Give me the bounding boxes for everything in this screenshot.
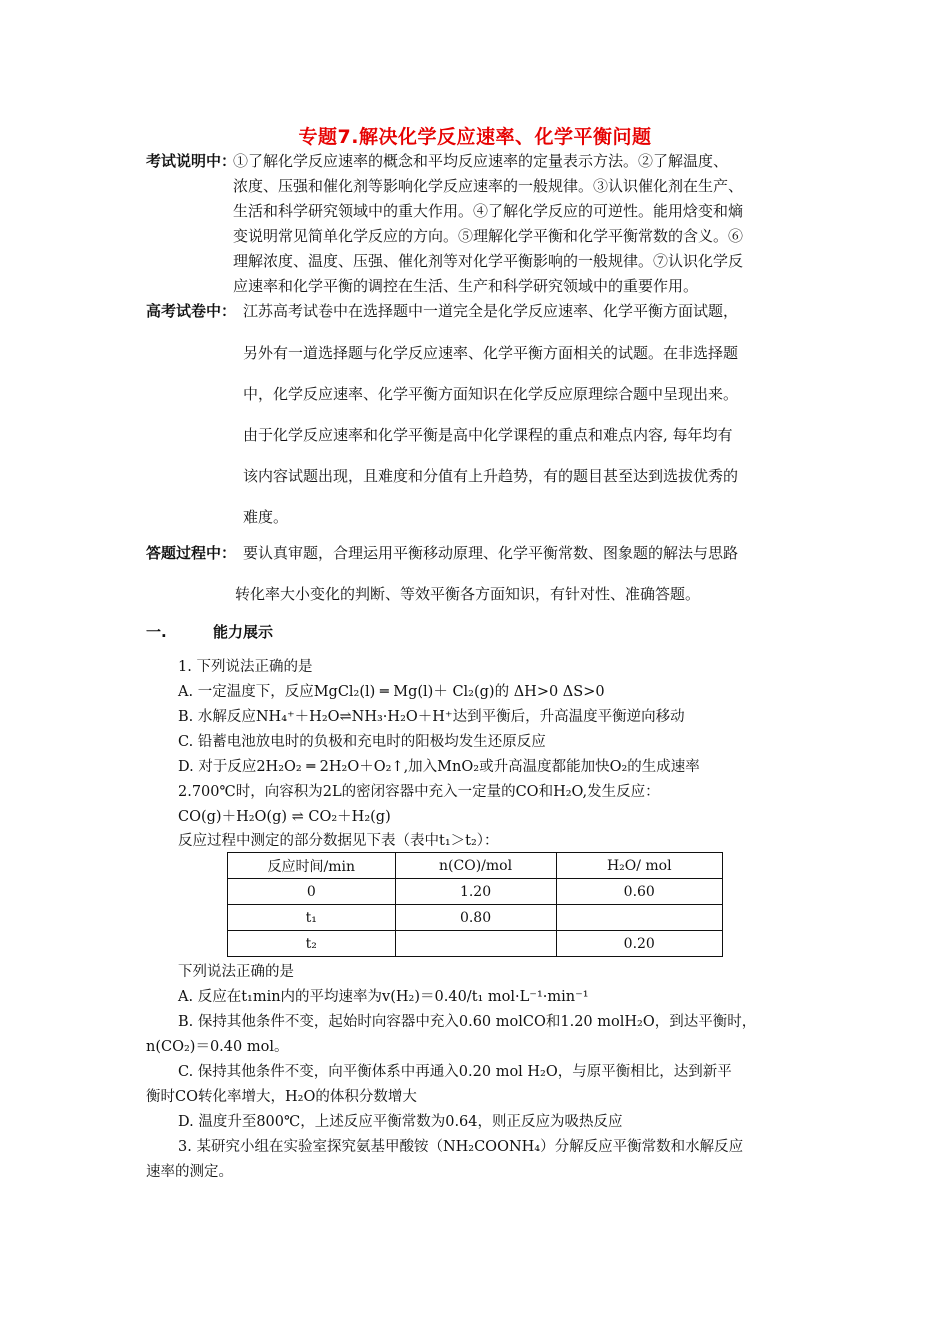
table-row — [228, 905, 723, 931]
gaokao-line: 由于化学反应速率和化学平衡是高中化学课程的重点和难点内容, 每年均有 — [243, 426, 733, 444]
q2-ask: 下列说法正确的是 — [178, 964, 294, 980]
q1-option-a: A. 一定温度下，反应MgCl₂(l) ═ Mg(l)＋ Cl₂(g)的 ΔH>0 ΔS>0 — [178, 684, 605, 700]
answer-label: 答题过程中： — [146, 544, 237, 562]
q2-option-c-cont: 衡时CO转化率增大，H₂O的体积分数增大 — [146, 1089, 417, 1105]
table-header-cell: H₂O/ mol — [556, 853, 722, 879]
table-cell: 0.80 — [395, 905, 556, 931]
table-cell: 0 — [228, 879, 396, 905]
gaokao-line: 江苏高考试卷中在选择题中一道完全是化学反应速率、化学平衡方面试题， — [243, 302, 739, 320]
gaokao-line: 中，化学反应速率、化学平衡方面知识在化学反应原理综合题中呈现出来。 — [243, 385, 739, 403]
gaokao-label: 高考试卷中： — [146, 302, 237, 320]
data-table — [227, 852, 723, 957]
table-cell: 0.20 — [556, 931, 722, 957]
gaokao-line: 该内容试题出现，且难度和分值有上升趋势，有的题目甚至达到选拔优秀的 — [243, 467, 739, 485]
exam-desc-line: 变说明常见简单化学反应的方向。⑤理解化学平衡和化学平衡常数的含义。⑥ — [233, 227, 744, 245]
answer-line: 要认真审题，合理运用平衡移动原理、化学平衡常数、图象题的解法与思路 — [243, 544, 739, 562]
exam-desc-line: 生活和科学研究领域中的重大作用。④了解化学反应的可逆性。能用焓变和熵 — [233, 202, 744, 220]
table-cell: t₂ — [228, 931, 396, 957]
q2-option-d: D. 温度升至800℃，上述反应平衡常数为0.64，则正反应为吸热反应 — [178, 1114, 623, 1130]
table-row — [228, 931, 723, 957]
q2-option-c: C. 保持其他条件不变，向平衡体系中再通入0.20 mol H₂O，与原平衡相比，达到新平 — [178, 1064, 732, 1080]
section-number: 一. — [146, 623, 167, 641]
table-cell: 0.60 — [556, 879, 722, 905]
q2-stem: 2.700℃时，向容积为2L的密闭容器中充入一定量的CO和H₂O,发生反应： — [178, 784, 660, 800]
table-header-row — [228, 853, 723, 879]
gaokao-line: 难度。 — [243, 508, 289, 526]
exam-desc-label: 考试说明中： — [146, 152, 237, 170]
q1-option-c: C. 铅蓄电池放电时的负极和充电时的阳极均发生还原反应 — [178, 734, 546, 750]
exam-desc-line: 应速率和化学平衡的调控在生活、生产和科学研究领域中的重要作用。 — [233, 277, 699, 295]
exam-desc-line: 理解浓度、温度、压强、催化剂等对化学平衡影响的一般规律。⑦认识化学反 — [233, 252, 744, 270]
exam-desc-line: ①了解化学反应速率的概念和平均反应速率的定量表示方法。②了解温度、 — [233, 152, 729, 170]
page-title: 专题7.解决化学反应速率、化学平衡问题 — [298, 126, 652, 148]
gaokao-line: 另外有一道选择题与化学反应速率、化学平衡方面相关的试题。在非选择题 — [243, 344, 739, 362]
exam-desc-line: 浓度、压强和催化剂等影响化学反应速率的一般规律。③认识催化剂在生产、 — [233, 177, 744, 195]
q3-line-cont: 速率的测定。 — [146, 1164, 233, 1180]
q1-option-b: B. 水解反应NH₄⁺＋H₂O⇌NH₃·H₂O＋H⁺达到平衡后，升高温度平衡逆向移动 — [178, 709, 685, 725]
answer-line: 转化率大小变化的判断、等效平衡各方面知识，有针对性、准确答题。 — [235, 585, 701, 603]
q2-option-b: B. 保持其他条件不变，起始时向容器中充入0.60 molCO和1.20 molH₂O，到达平衡时， — [178, 1014, 757, 1030]
table-cell — [395, 931, 556, 957]
table-header-cell: n(CO)/mol — [395, 853, 556, 879]
q2-equation: CO(g)＋H₂O(g) ⇌ CO₂＋H₂(g) — [178, 809, 391, 825]
q1-option-d: D. 对于反应2H₂O₂ ═ 2H₂O＋O₂↑,加入MnO₂或升高温度都能加快O₂的生成速率 — [178, 759, 700, 775]
table-cell: t₁ — [228, 905, 396, 931]
q2-option-b-cont: n(CO₂)＝0.40 mol。 — [146, 1039, 289, 1055]
table-cell — [556, 905, 722, 931]
q1-stem: 1. 下列说法正确的是 — [178, 659, 313, 675]
table-header-cell: 反应时间/min — [228, 853, 396, 879]
q3-line: 3. 某研究小组在实验室探究氨基甲酸铵（NH₂COONH₄）分解反应平衡常数和水解反应 — [178, 1139, 744, 1155]
section-title: 能力展示 — [213, 623, 274, 641]
q2-option-a: A. 反应在t₁min内的平均速率为v(H₂)＝0.40/t₁ mol·L⁻¹·min⁻¹ — [178, 989, 589, 1005]
table-cell: 1.20 — [395, 879, 556, 905]
table-row — [228, 879, 723, 905]
q2-table-intro: 反应过程中测定的部分数据见下表（表中t₁＞t₂）： — [178, 833, 499, 849]
